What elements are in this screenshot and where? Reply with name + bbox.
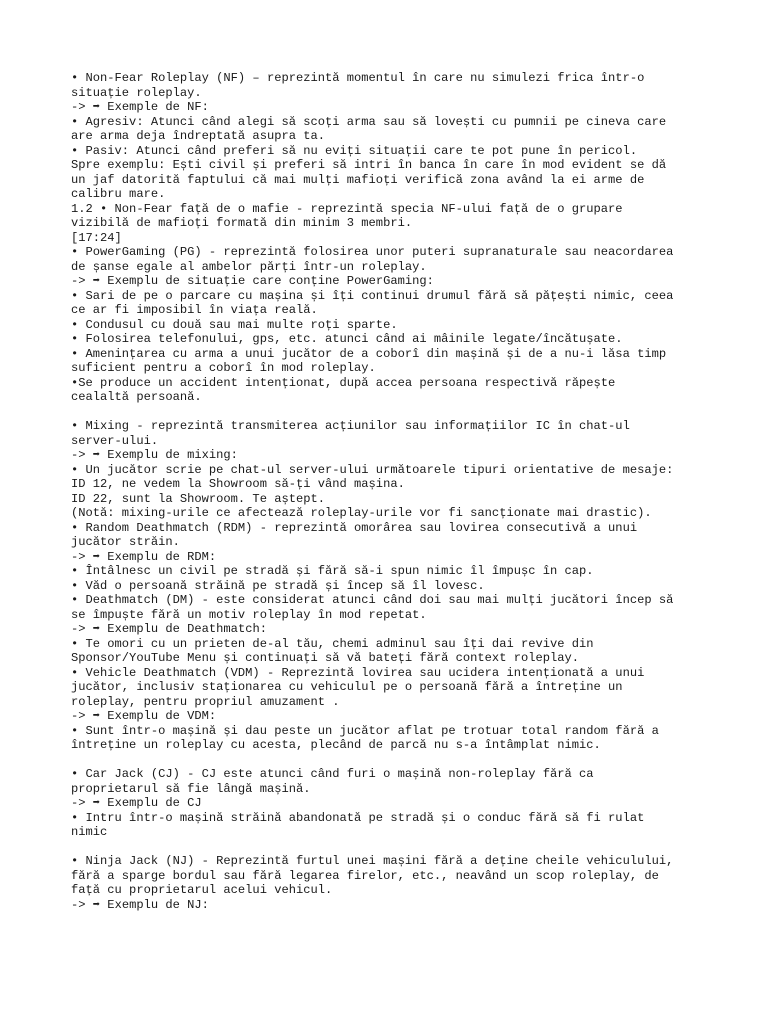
text-line: • Amenințarea cu arma a unui jucător de a coborî din mașină și de a nu-i lăsa timp (71, 346, 667, 361)
text-line: jucător, inclusiv staționarea cu vehiculul pe o persoană fără a întreține un (71, 680, 623, 694)
text-line: -> ➡ Exemplu de Deathmatch: (71, 622, 267, 636)
text-line: Spre exemplu: Ești civil și preferi să intri în banca în care în mod evident se dă (71, 158, 667, 172)
text-line: de șanse egale al ambelor părți într-un roleplay. (71, 259, 427, 274)
text-line: • Agresiv: Atunci când alegi să scoți arma sau să lovești cu pumnii pe cineva care (71, 114, 667, 129)
text-line: [17:24] (71, 230, 122, 245)
text-line: • Car Jack (CJ) - CJ este atunci când furi o mașină non-roleplay fără ca (71, 767, 594, 781)
text-line: • Random Deathmatch (RDM) - reprezintă omorârea sau lovirea consecutivă a unui (71, 520, 638, 535)
text-line: • Văd o persoană străină pe stradă și încep să îl lovesc. (71, 578, 485, 593)
text-line: • Folosirea telefonului, gps, etc. atunci când ai mâinile legate/încătușate. (71, 332, 623, 346)
text-line: vizibilă de mafioți formată din minim 3 membri. (71, 216, 413, 230)
text-line: • Deathmatch (DM) - este considerat atunci când doi sau mai mulți jucători încep să (71, 593, 674, 607)
blank-line (71, 840, 711, 855)
text-line: server-ului. (71, 433, 159, 448)
text-line: -> ➡ Exemplu de situație care conține PowerGaming: (71, 274, 434, 288)
text-line: situație roleplay. (71, 85, 202, 100)
text-line: (Notă: mixing-urile ce afectează roleplay-urile vor fi sancționate mai drastic). (71, 506, 652, 520)
text-line: nimic (71, 825, 108, 839)
text-line: •Se produce un accident intenționat, după accea persoana respectivă răpește (71, 375, 616, 390)
text-line: întreține un roleplay cu acesta, plecând de parcă nu s-a întâmplat nimic. (71, 738, 601, 752)
text-line: • PowerGaming (PG) - reprezintă folosirea unor puteri supranaturale sau neacordarea (71, 245, 674, 259)
text-line: • Non-Fear Roleplay (NF) – reprezintă momentul în care nu simulezi frica într-o (71, 71, 645, 85)
text-line: fără a sparge bordul sau fără legarea firelor, etc., neavând un scop roleplay, de (71, 868, 659, 883)
text-line: -> ➡ Exemplu de CJ (71, 796, 202, 810)
text-line: cealaltă persoană. (71, 390, 202, 404)
document-body (71, 71, 711, 912)
text-line: jucător străin. (71, 535, 180, 549)
text-line: -> ➡ Exemplu de VDM: (71, 709, 217, 723)
text-line: față cu proprietarul acelui vehicul. (71, 883, 333, 897)
text-line: • Pasiv: Atunci când preferi să nu eviți situații care te pot pune în pericol. (71, 143, 638, 158)
text-line: • Te omori cu un prieten de-al tău, chemi adminul sau îți dai revive din (71, 636, 594, 651)
text-line: • Ninja Jack (NJ) - Reprezintă furtul unei mașini fără a deține cheile vehiculului, (71, 854, 674, 868)
text-line: ce ar fi imposibil în viața reală. (71, 303, 318, 317)
text-line: -> ➡ Exemplu de RDM: (71, 549, 217, 564)
text-line: -> ➡ Exemplu de NJ: (71, 897, 209, 912)
blank-line (71, 405, 711, 420)
text-line: un jaf datorită faptului că mai mulți mafioți verifică zona având la ei arme de (71, 172, 645, 187)
text-line: -> ➡ Exemple de NF: (71, 100, 209, 114)
text-line: • Vehicle Deathmatch (VDM) - Reprezintă lovirea sau ucidera intenționată a unui (71, 665, 645, 680)
text-line: se împuște fără un motiv roleplay în mod repetat. (71, 607, 427, 622)
blank-line (71, 753, 711, 768)
text-line: • Intru într-o mașină străină abandonată pe stradă și o conduc fără să fi rulat (71, 810, 645, 825)
text-line: proprietarul să fie lângă mașină. (71, 781, 311, 796)
text-line: • Un jucător scrie pe chat-ul server-ului următoarele tipuri orientative de mesaje: (71, 462, 674, 477)
text-line: -> ➡ Exemplu de mixing: (71, 448, 238, 462)
text-line: ID 22, sunt la Showroom. Te aștept. (71, 491, 326, 506)
text-line: roleplay, pentru propriul amuzament . (71, 694, 340, 709)
text-line: • Condusul cu două sau mai multe roți sparte. (71, 317, 398, 332)
text-line: ID 12, ne vedem la Showroom să-ți vând mașina. (71, 477, 405, 491)
text-line: • Întâlnesc un civil pe stradă și fără să-i spun nimic îl împușc în cap. (71, 564, 594, 578)
text-line: Sponsor/YouTube Menu și continuați să vă bateți fără context roleplay. (71, 651, 580, 665)
text-line: suficient pentru a coborî în mod roleplay. (71, 361, 376, 375)
text-line: 1.2 • Non-Fear față de o mafie - reprezintă specia NF-ului față de o grupare (71, 201, 623, 216)
text-line: • Sari de pe o parcare cu mașina și îți continui drumul fără să pățești nimic, ceea (71, 288, 674, 303)
text-line: • Mixing - reprezintă transmiterea acțiunilor sau informațiilor IC în chat-ul (71, 419, 630, 433)
text-line: • Sunt într-o mașină și dau peste un jucător aflat pe trotuar total random fără a (71, 723, 659, 738)
text-line: are arma deja îndreptată asupra ta. (71, 129, 326, 143)
text-line: calibru mare. (71, 187, 166, 201)
